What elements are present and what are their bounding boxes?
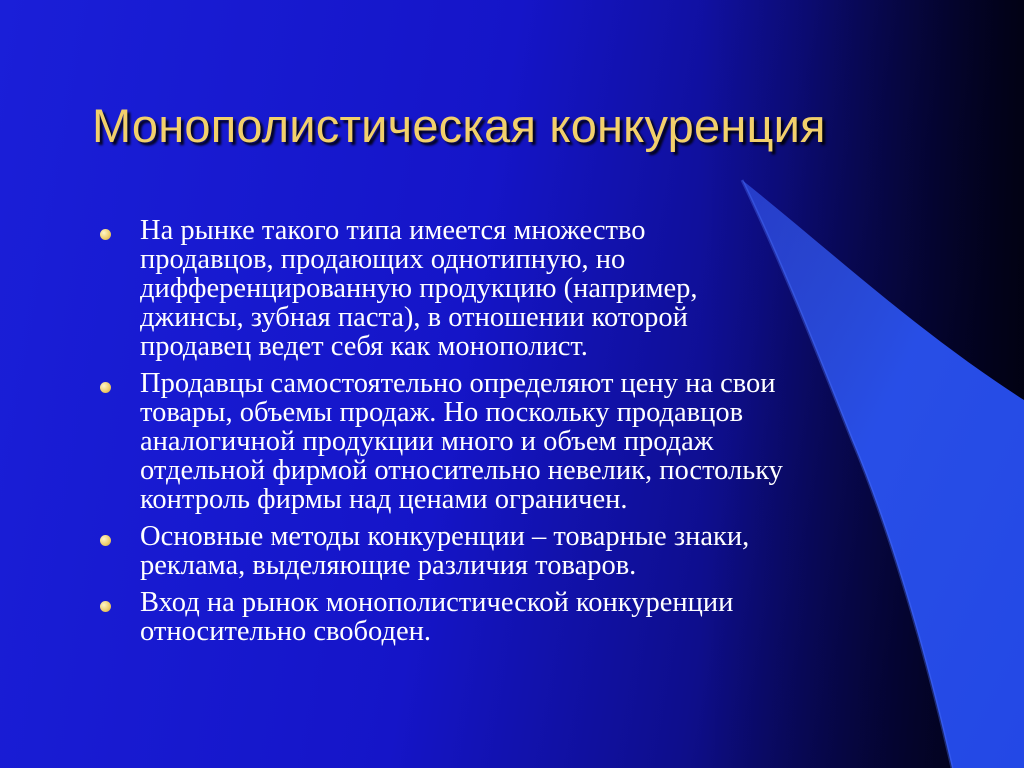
bullet-dot-icon — [100, 382, 111, 393]
bullet-item — [100, 522, 930, 580]
bullet-text: Основные методы конкуренции – товарные знаки, реклама, выделяющие различия товаров. — [140, 521, 750, 581]
bullet-dot-icon — [100, 229, 111, 240]
bullet-list — [100, 216, 930, 654]
bullet-item — [100, 369, 930, 514]
bullet-text: Вход на рынок монополистической конкуренции относительно свободен. — [140, 587, 734, 647]
bullet-item — [100, 588, 930, 646]
bullet-dot-icon — [100, 601, 111, 612]
bullet-text: Продавцы самостоятельно определяют цену на свои товары, объемы продаж. Но поскольку продавцов аналогичной продукции много и объем продаж отдельной фирмой относительно невелик, постольку контроль фирмы над ценами ограничен. — [140, 368, 783, 515]
bullet-dot-icon — [100, 535, 111, 546]
bullet-text: На рынке такого типа имеется множество продавцов, продающих однотипную, но дифференцированную продукцию (например, джинсы, зубная паста), в отношении которой продавец ведет себя как монополист. — [140, 215, 698, 362]
slide-title: Монополистическая конкуренция — [92, 99, 826, 152]
bullet-item — [100, 216, 930, 361]
